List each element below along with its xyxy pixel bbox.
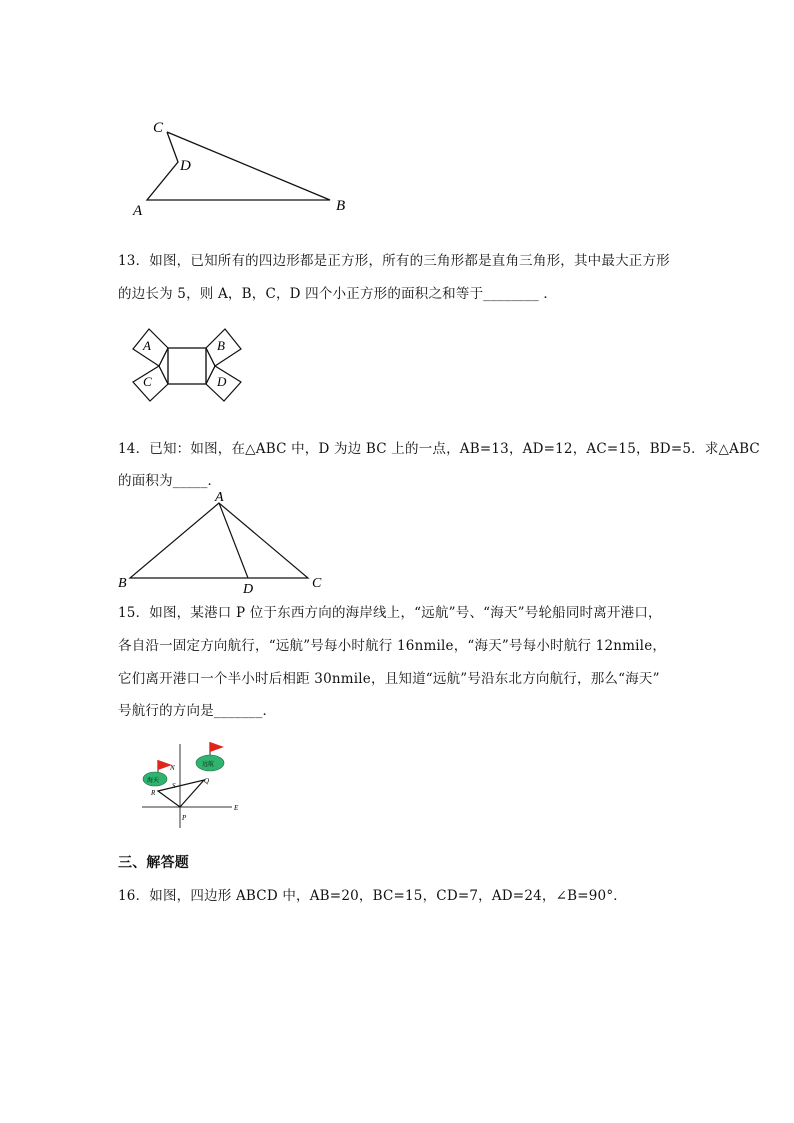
- figure-q12: [125, 112, 365, 222]
- label-C: C: [312, 576, 322, 591]
- label-B: B: [336, 198, 346, 214]
- figure-q15: [138, 738, 248, 830]
- question-14-line-1: 14．已知：如图，在△ABC 中，D 为边 BC 上的一点，AB=13，AD=12，AC=15，BD=5．求△ABC: [118, 441, 760, 457]
- label-D: D: [217, 374, 227, 389]
- figure-q14: [115, 487, 330, 595]
- label-B: B: [118, 576, 127, 591]
- label-C: C: [143, 374, 152, 389]
- label-A: A: [133, 203, 143, 219]
- segment-AD: [219, 503, 248, 578]
- label-D: D: [243, 582, 254, 595]
- label-E: E: [234, 804, 239, 812]
- label-D: D: [180, 158, 191, 174]
- label-N: N: [170, 764, 175, 772]
- label-C: C: [153, 120, 164, 136]
- label-B: B: [217, 338, 225, 353]
- question-15-line-3: 它们离开港口一个半小时后相距 30nmile，且知道“远航”号沿东北方向航行，那么“海天”: [118, 671, 660, 687]
- section-3-title: 三、解答题: [118, 855, 189, 871]
- label-A: A: [143, 338, 151, 353]
- figure-q13: [128, 326, 246, 404]
- question-15-line-4: 号航行的方向是_______．: [118, 703, 277, 719]
- ship-yuanhang-label: 远航: [202, 762, 215, 768]
- question-15-line-1: 15．如图，某港口 P 位于东西方向的海岸线上，“远航”号、“海天”号轮船同时离开港口，: [118, 605, 662, 621]
- label-P: P: [182, 814, 187, 822]
- question-16-line-1: 16．如图，四边形 ABCD 中，AB=20，BC=15，CD=7，AD=24，∠B=90°．: [118, 888, 627, 904]
- label-S: S: [172, 782, 176, 790]
- ship-haitian-label: 海天: [147, 778, 160, 784]
- label-R: R: [151, 789, 156, 797]
- triangle-ABC: [130, 503, 308, 578]
- right-flag-icon: [210, 742, 224, 752]
- figure-q12-shape: [147, 132, 330, 200]
- label-Q: Q: [204, 777, 210, 785]
- question-13-line-2: 的边长为 5，则 A，B，C，D 四个小正方形的面积之和等于________ ．: [118, 286, 558, 302]
- question-15-line-2: 各自沿一固定方向航行，“远航”号每小时航行 16nmile，“海天”号每小时航行 12nmile，: [118, 638, 667, 654]
- label-A: A: [215, 490, 224, 505]
- question-13-line-1: 13．如图，已知所有的四边形都是正方形，所有的三角形都是直角三角形，其中最大正方形: [118, 253, 670, 269]
- route-triangle: [158, 780, 204, 807]
- question-14-line-2: 的面积为_____．: [118, 473, 222, 489]
